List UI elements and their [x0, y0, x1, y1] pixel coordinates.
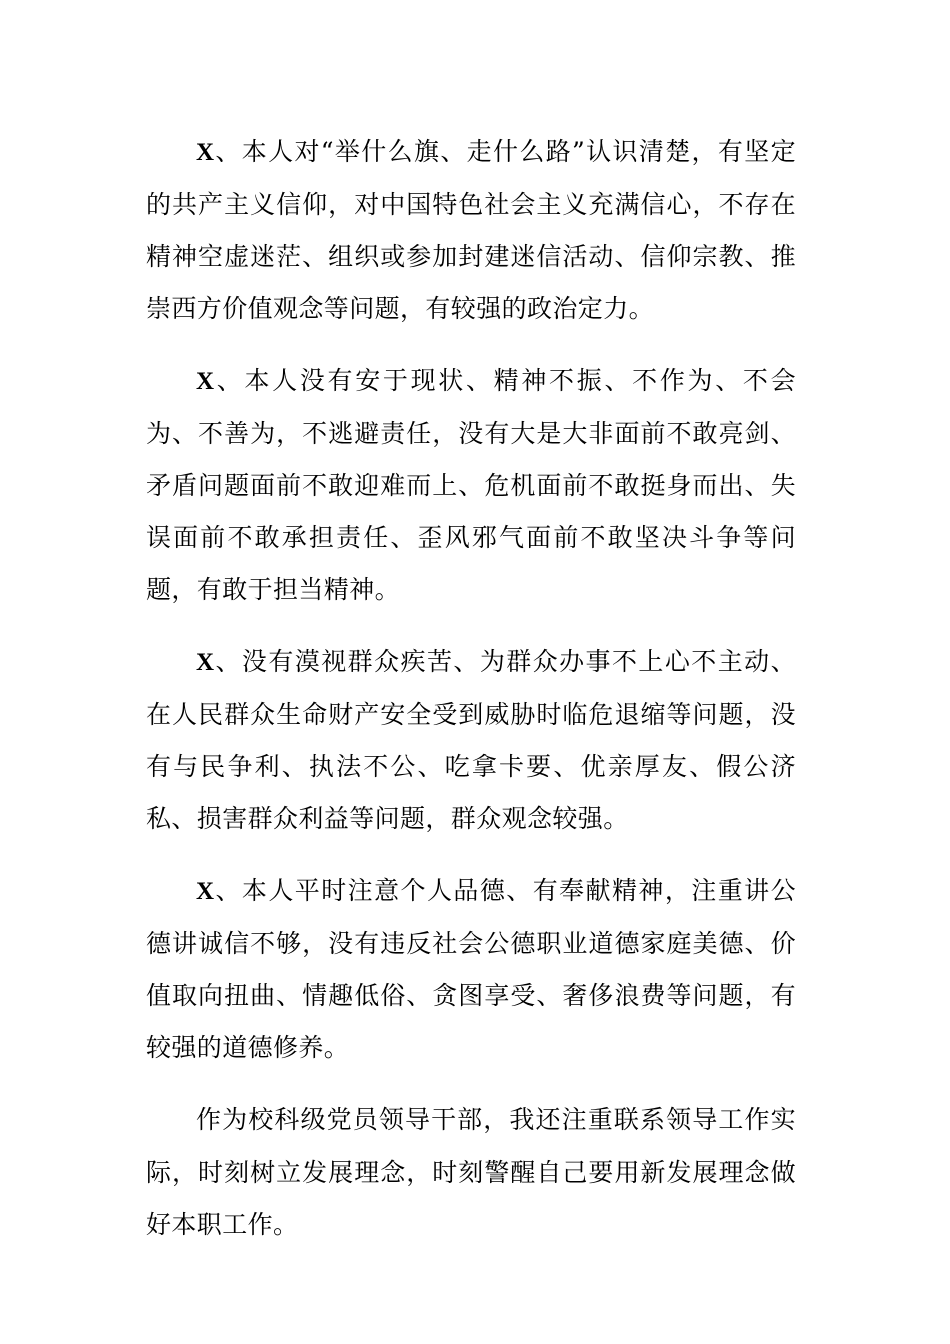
paragraph-text: 作为校科级党员领导干部，我还注重联系领导工作实际，时刻树立发展理念，时刻警醒自己要用新发展理念做好本职工作。 [146, 1105, 796, 1239]
paragraph-marker: X [196, 878, 215, 905]
paragraph-morality [146, 865, 796, 1074]
document-body [146, 126, 796, 1271]
paragraph-responsibility [146, 355, 796, 616]
paragraph-conclusion [146, 1094, 796, 1251]
paragraph-text: 、没有漠视群众疾苦、为群众办事不上心不主动、在人民群众生命财产安全受到威胁时临危退缩等问题，没有与民争利、执法不公、吃拿卡要、优亲厚友、假公济私、损害群众利益等问题，群众观念较强。 [146, 647, 796, 833]
paragraph-text: 、本人对“举什么旗、走什么路”认识清楚，有坚定的共产主义信仰，对中国特色社会主义充满信心，不存在精神空虚迷茫、组织或参加封建迷信活动、信仰宗教、推崇西方价值观念等问题，有较强的政治定力。 [146, 137, 796, 323]
paragraph-marker: X [196, 649, 215, 676]
paragraph-text: 、本人没有安于现状、精神不振、不作为、不会为、不善为，不逃避责任，没有大是大非面前不敢亮剑、矛盾问题面前不敢迎难而上、危机面前不敢挺身而出、失误面前不敢承担责任、歪风邪气面前不敢坚决斗争等问题，有敢于担当精神。 [146, 366, 796, 604]
paragraph-text: 、本人平时注意个人品德、有奉献精神，注重讲公德讲诚信不够，没有违反社会公德职业道德家庭美德、价值取向扭曲、情趣低俗、贪图享受、奢侈浪费等问题，有较强的道德修养。 [146, 876, 796, 1062]
paragraph-mass-line [146, 636, 796, 845]
paragraph-marker: X [196, 139, 215, 166]
paragraph-marker: X [196, 368, 215, 395]
paragraph-political-stance [146, 126, 796, 335]
